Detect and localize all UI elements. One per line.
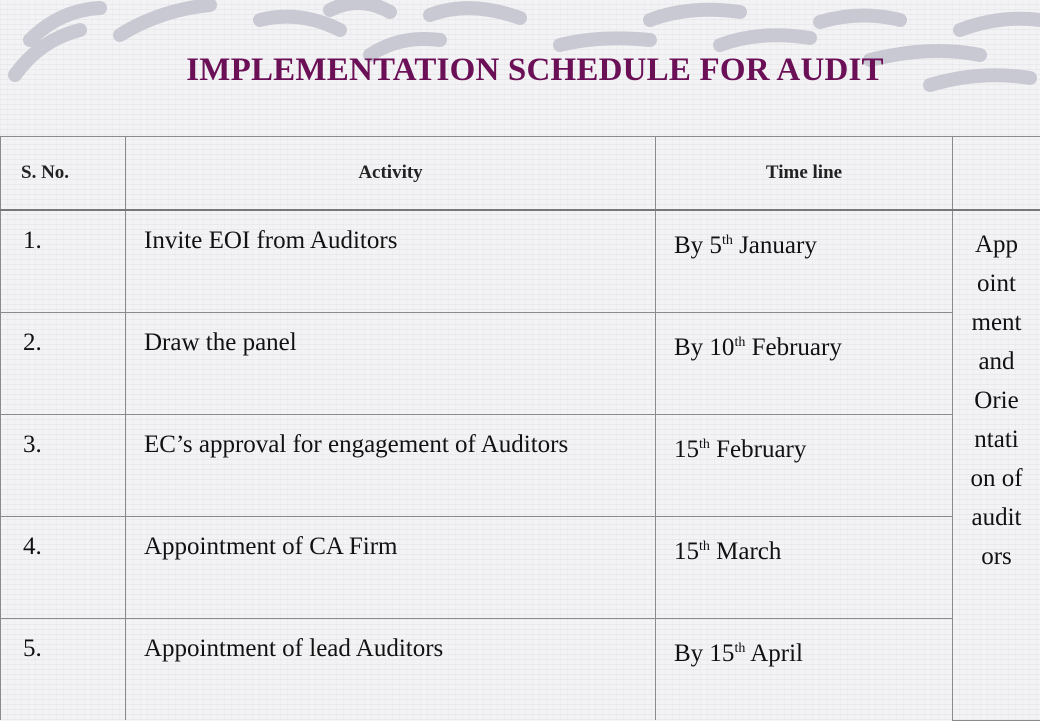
table-row (1, 210, 1040, 313)
swirl-stroke (430, 8, 520, 18)
remarks-text: Appointment and Orientation of auditors (970, 225, 1024, 576)
timeline-ordinal: th (699, 539, 710, 554)
swirl-stroke (260, 17, 340, 30)
timeline-month: February (745, 334, 842, 361)
timeline-ordinal: th (734, 641, 745, 656)
timeline-month: February (710, 436, 807, 463)
row-sno: 5. (1, 619, 125, 667)
swirl-stroke (330, 3, 390, 12)
row-timeline (656, 619, 952, 672)
row-sno: 3. (1, 415, 125, 463)
swirl-stroke (820, 15, 900, 22)
header-sno: S. No. (1, 137, 126, 211)
timeline-text: By 10 (674, 334, 734, 361)
header-activity: Activity (126, 137, 656, 211)
row-timeline (656, 517, 952, 570)
table-row (1, 415, 1040, 517)
timeline-text: By 15 (674, 640, 734, 667)
row-timeline (656, 211, 952, 264)
timeline-month: January (733, 232, 817, 259)
header-remarks (953, 137, 1040, 211)
timeline-text: 15 (674, 538, 699, 565)
row-activity: EC’s approval for engagement of Auditors (126, 415, 655, 463)
table-row (1, 619, 1040, 721)
table-header-row (1, 137, 1040, 211)
row-activity: Appointment of lead Auditors (126, 619, 655, 667)
timeline-ordinal: th (722, 233, 733, 248)
timeline-month: April (745, 640, 803, 667)
timeline-ordinal: th (734, 335, 745, 350)
row-sno: 2. (1, 313, 125, 361)
header-timeline: Time line (656, 137, 953, 211)
table-row (1, 313, 1040, 415)
row-activity: Draw the panel (126, 313, 655, 361)
swirl-stroke (960, 19, 1040, 30)
swirl-stroke (650, 10, 740, 20)
row-sno: 1. (1, 211, 125, 259)
swirl-stroke (720, 35, 810, 45)
row-sno: 4. (1, 517, 125, 565)
timeline-ordinal: th (699, 437, 710, 452)
page-title: IMPLEMENTATION SCHEDULE FOR AUDIT (0, 52, 1040, 89)
table-row (1, 517, 1040, 619)
row-activity: Appointment of CA Firm (126, 517, 655, 565)
row-timeline (656, 313, 952, 366)
timeline-text: 15 (674, 436, 699, 463)
schedule-table (0, 136, 1040, 721)
swirl-stroke (560, 38, 650, 45)
timeline-text: By 5 (674, 232, 722, 259)
swirl-stroke (120, 5, 210, 35)
timeline-month: March (710, 538, 782, 565)
row-activity: Invite EOI from Auditors (126, 211, 655, 259)
row-timeline (656, 415, 952, 468)
